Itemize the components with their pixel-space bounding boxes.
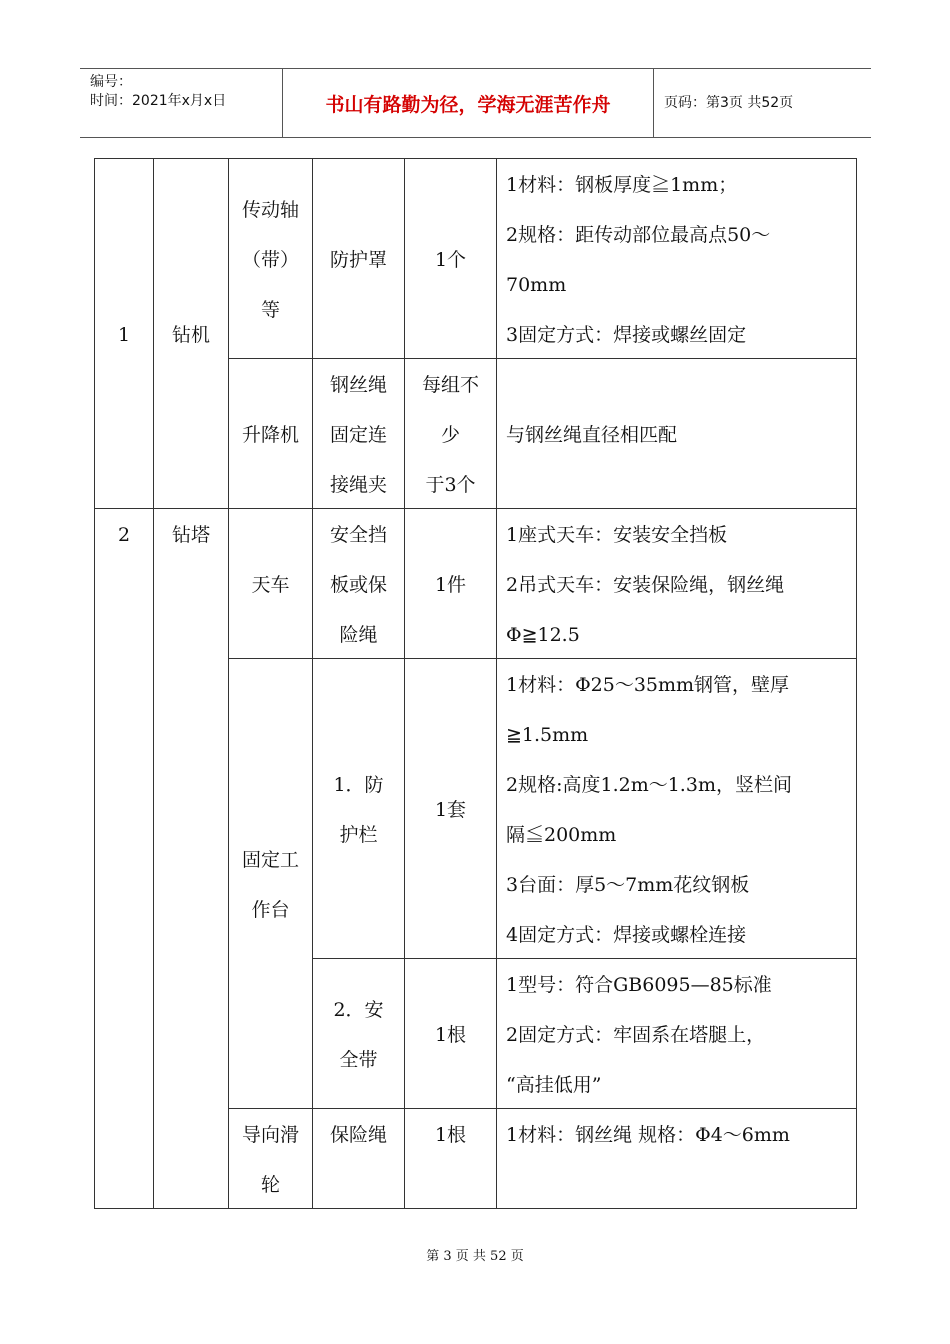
specification	[506, 160, 856, 360]
part-line: 传动轴	[241, 199, 299, 221]
part-line: 轮	[260, 1174, 280, 1196]
part-name	[229, 1110, 312, 1210]
part-line: 固定工	[241, 849, 299, 871]
spec-line: 1座式天车：安装安全挡板	[506, 524, 728, 546]
table-border-top	[94, 158, 857, 159]
item-line: 安全挡	[329, 524, 387, 546]
spec-line: 4固定方式：焊接或螺栓连接	[506, 924, 747, 946]
qty-line: 于3个	[425, 474, 476, 496]
spec-line: 隔≦200mm	[506, 824, 617, 846]
part-name	[229, 185, 312, 335]
spec-line: 1材料：钢丝绳 规格：Φ4～6mm	[506, 1124, 790, 1146]
part-line: 作台	[251, 899, 290, 921]
part-line: 导向滑	[241, 1124, 299, 1146]
quantity: 1套	[434, 799, 467, 821]
item-line: 钢丝绳	[329, 374, 387, 396]
row-number: 1	[117, 324, 131, 346]
spec-line: 2固定方式：牢固系在塔腿上，	[506, 1024, 766, 1046]
spec-line: ≧1.5mm	[506, 724, 589, 746]
protection-item	[313, 760, 404, 860]
part-name	[229, 835, 312, 935]
qty-line: 少	[440, 424, 460, 446]
item-line: 固定连	[329, 424, 387, 446]
part-line: 等	[260, 299, 280, 321]
table-rule	[496, 158, 497, 1209]
document-number-label: 编号：	[90, 74, 132, 90]
spec-line: 1材料：Φ25～35mm钢管，壁厚	[506, 674, 790, 696]
quantity: 1根	[434, 1124, 467, 1146]
specification: 与钢丝绳直径相匹配	[506, 424, 678, 446]
spec-line: 3固定方式：焊接或螺丝固定	[506, 324, 747, 346]
spec-line: 70mm	[506, 274, 567, 296]
equipment-name: 钻机	[171, 324, 210, 346]
protection-item: 保险绳	[329, 1124, 387, 1146]
protection-item	[313, 985, 404, 1085]
spec-line: “高挂低用”	[506, 1074, 602, 1096]
spec-line: 1型号：符合GB6095—85标准	[506, 974, 772, 996]
specification	[506, 1110, 856, 1160]
item-line: 全带	[339, 1049, 378, 1071]
part-line: （带）	[241, 249, 299, 271]
equipment-name: 钻塔	[171, 524, 210, 546]
table-border-bottom	[94, 1208, 857, 1209]
part-name: 天车	[251, 574, 290, 596]
protection-item: 防护罩	[329, 249, 387, 271]
quantity	[405, 360, 496, 510]
table-border-right	[856, 158, 857, 1209]
page-footer: 第 3 页 共 52 页	[426, 1249, 524, 1264]
item-line: 2．安	[333, 999, 384, 1021]
qty-line: 每组不	[421, 374, 479, 396]
spec-line: Φ≧12.5	[506, 624, 580, 646]
protection-item	[313, 510, 404, 660]
item-line: 接绳夹	[329, 474, 387, 496]
spec-line: 3台面：厚5～7mm花纹钢板	[506, 874, 750, 896]
spec-line: 2规格：距传动部位最高点50～	[506, 224, 771, 246]
quantity: 1个	[434, 249, 467, 271]
specification	[506, 510, 856, 660]
document-time-label: 时间：2021年x月x日	[90, 93, 227, 109]
motto-text: 书山有路勤为径，学海无涯苦作舟	[325, 94, 611, 116]
protection-item	[313, 360, 404, 510]
row-number: 2	[117, 524, 131, 546]
item-line: 板或保	[329, 574, 387, 596]
item-line: 护栏	[339, 824, 378, 846]
spec-line: 2规格:高度1.2m～1.3m，竖栏间	[506, 774, 792, 796]
spec-line: 2吊式天车：安装保险绳，钢丝绳	[506, 574, 785, 596]
specification	[506, 660, 856, 960]
page-code-label: 页码：第3页 共52页	[664, 95, 794, 111]
spec-line: 1材料：钢板厚度≧1mm；	[506, 174, 738, 196]
item-line: 险绳	[339, 624, 378, 646]
specification	[506, 960, 856, 1110]
quantity: 1件	[434, 574, 467, 596]
part-name: 升降机	[241, 424, 299, 446]
quantity: 1根	[434, 1024, 467, 1046]
item-line: 1．防	[333, 774, 384, 796]
